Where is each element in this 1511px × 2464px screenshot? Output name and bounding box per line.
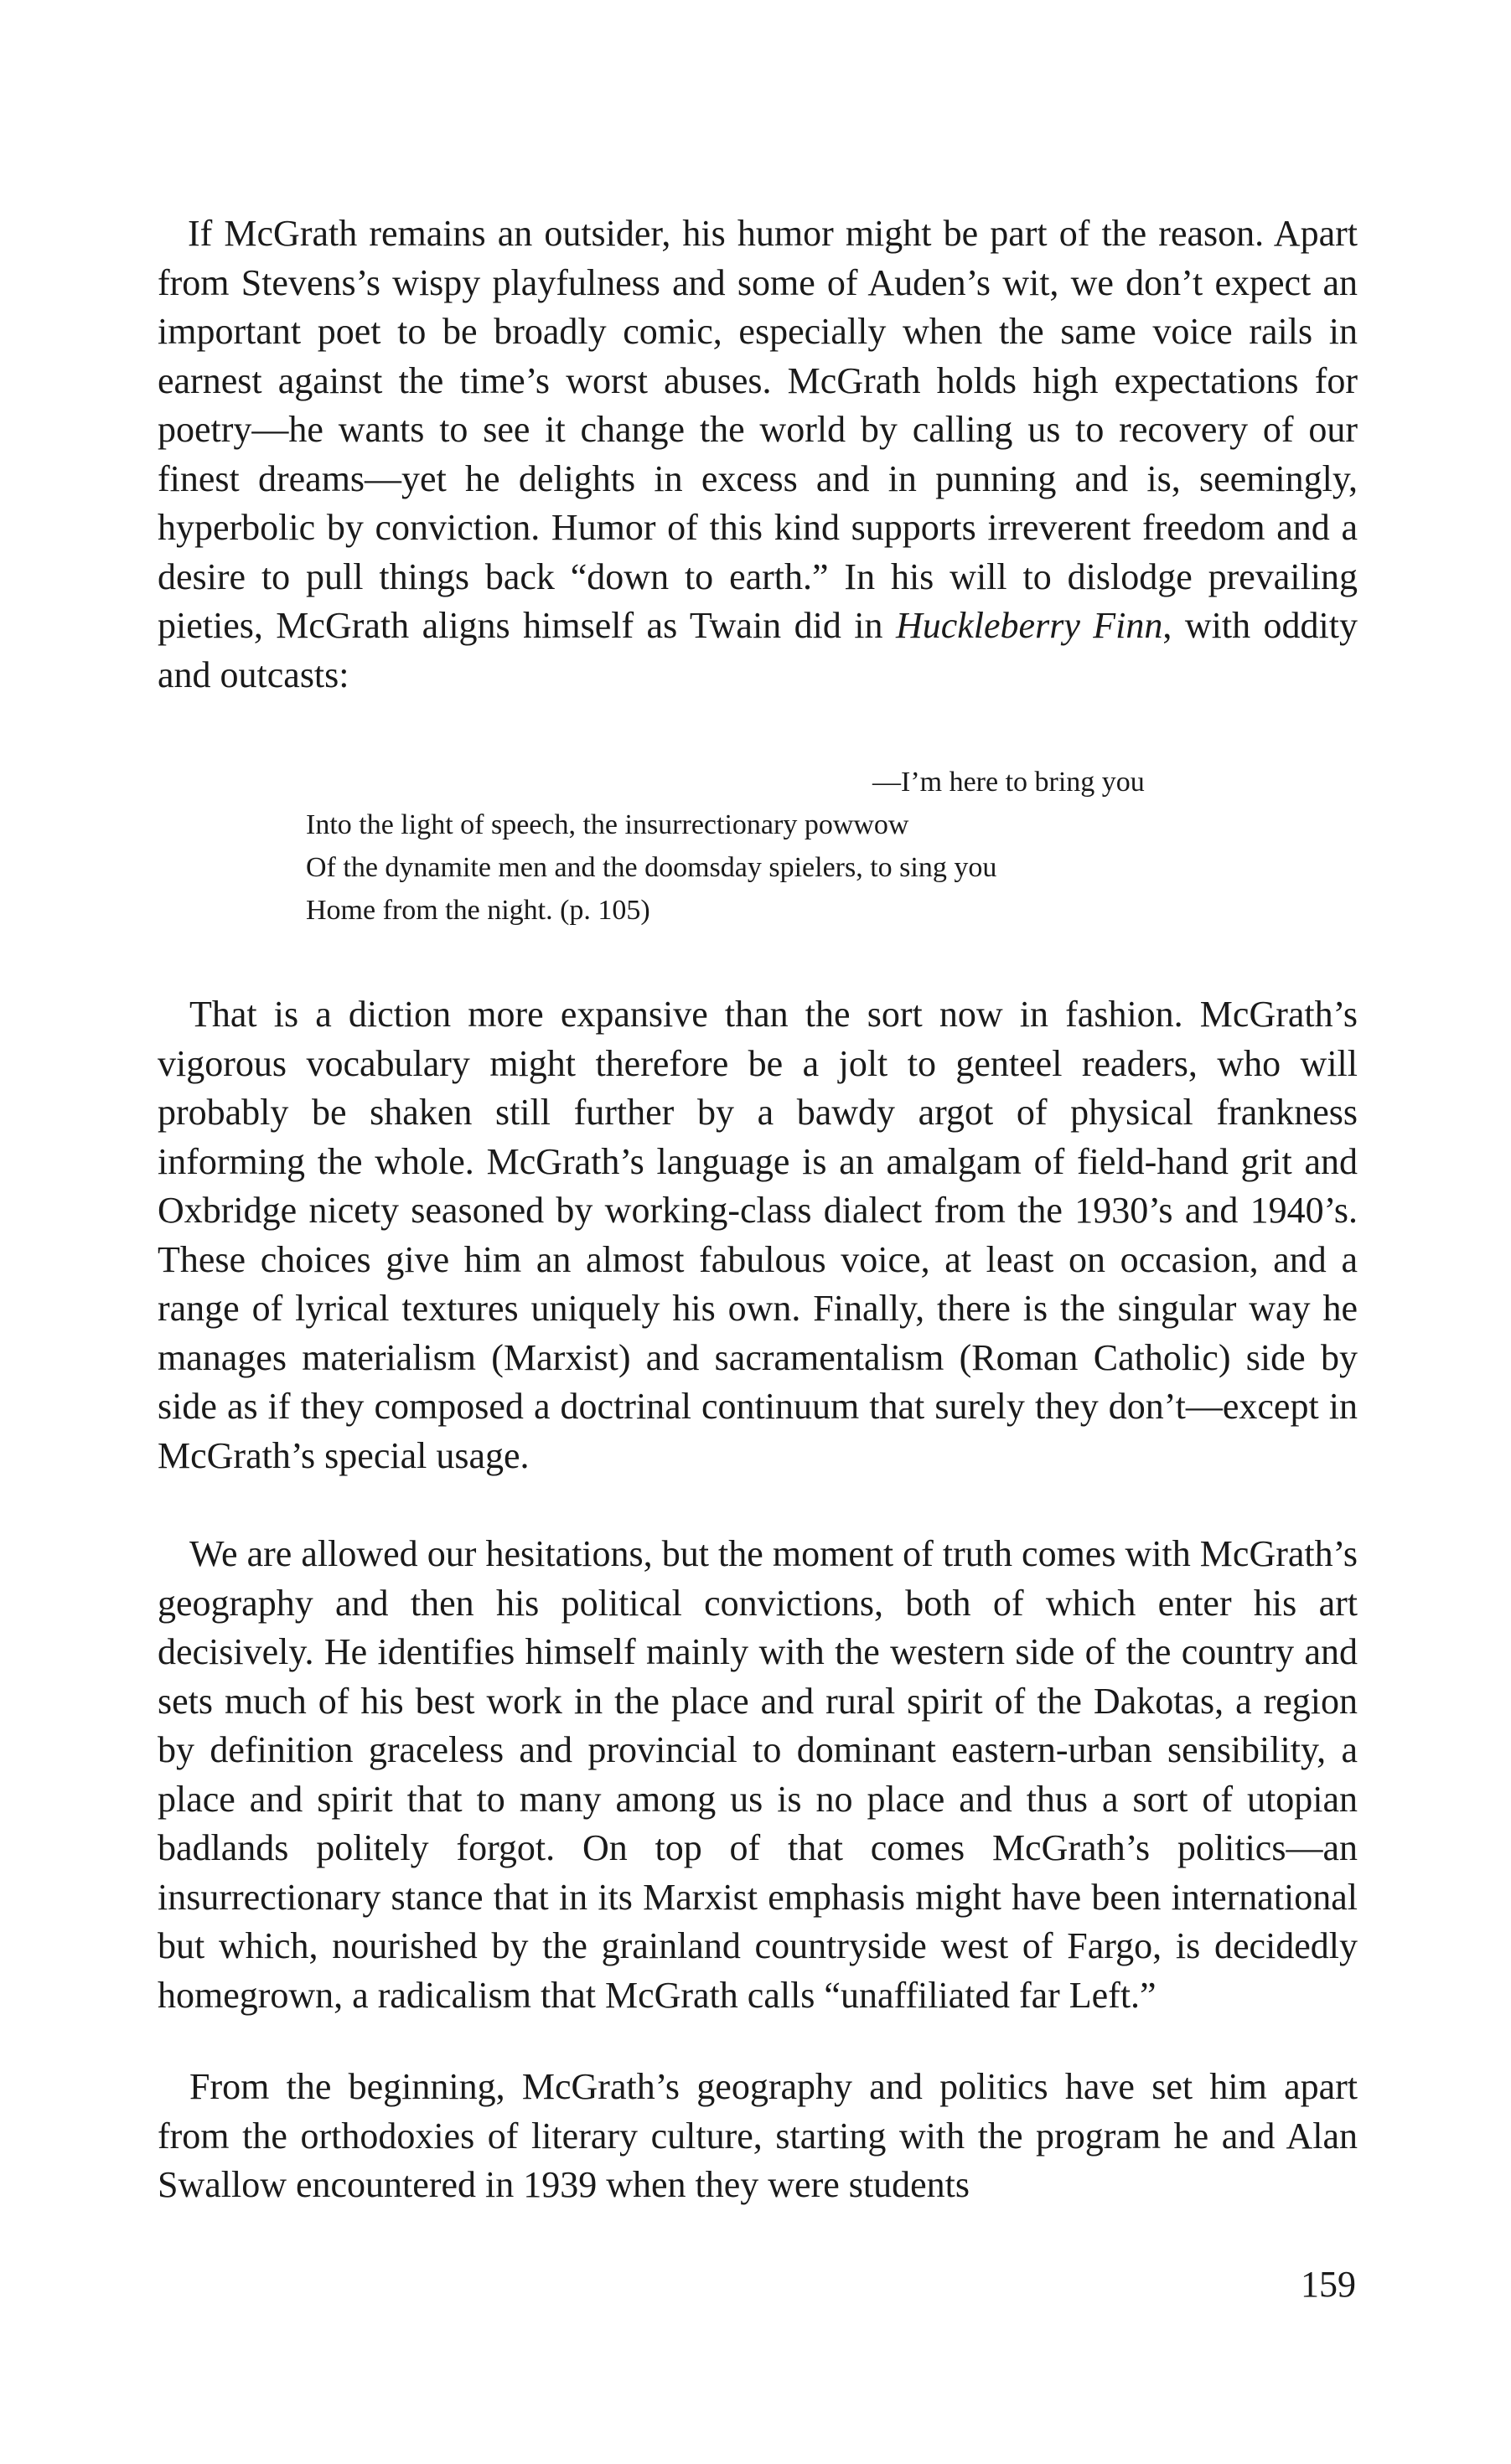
paragraph-politics-text: From the beginning, McGrath’s geography and politics have set him apart from the orthodoxies of literary culture, starting with the program he and Alan Swallow encountered in 1939 when they were students [158, 2066, 1358, 2205]
poem-line-3: Of the dynamite men and the doomsday spielers, to sing you [306, 852, 997, 883]
poem-line-1: —I’m here to bring you [872, 767, 1145, 798]
paragraph-humor [158, 209, 1358, 700]
paragraph-humor-part1: If McGrath remains an outsider, his humor might be part of the reason. Apart from Stevens’s wispy playfulness and some of Auden’s wit, we don’t expect an important poet to be broadly comic, especially when the same voice rails in earnest against the time’s worst abuses. McGrath holds high expectations for poetry—he wants to see it change the world by calling us to recovery of our finest dreams—yet he delights in excess and in punning and is, seemingly, hyperbolic by conviction. Humor of this kind supports irreverent freedom and a desire to pull things back “down to earth.” In his will to dislodge prevailing pieties, McGrath aligns himself as Twain did in [158, 213, 1358, 646]
paragraph-humor-text [158, 209, 1358, 700]
book-title-huckleberry-finn: Huckleberry Finn [895, 605, 1163, 646]
paragraph-politics [158, 2063, 1358, 2210]
poem-line-4: Home from the night. (p. 105) [306, 895, 650, 926]
paragraph-diction-text: That is a diction more expansive than the sort now in fashion. McGrath’s vigorous vocabulary might therefore be a jolt to genteel readers, who will probably be shaken still further by a bawdy argot of physical frankness informing the whole. McGrath’s language is an amalgam of field-hand grit and Oxbridge nicety seasoned by working-class dialect from the 1930’s and 1940’s. These choices give him an almost fabulous voice, at least on occasion, and a range of lyrical textures uniquely his own. Finally, there is the singular way he manages materialism (Marxist) and sacramentalism (Roman Catholic) side by side as if they composed a doctrinal continuum that surely they don’t—except in McGrath’s special usage. [158, 994, 1358, 1476]
paragraph-geography-text: We are allowed our hesitations, but the moment of truth comes with McGrath’s geography and then his political convictions, both of which enter his art decisively. He identifies himself mainly with the western side of the country and sets much of his best work in the place and rural spirit of the Dakotas, a region by definition graceless and provincial to dominant eastern-urban sensibility, a place and spirit that to many among us is no place and thus a sort of utopian badlands politely forgot. On top of that comes McGrath’s politics—an insurrectionary stance that in its Marxist emphasis might have been international but which, nourished by the grainland countryside west of Fargo, is decidedly homegrown, a radicalism that McGrath calls “unaffiliated far Left.” [158, 1533, 1358, 2016]
poem-line-2: Into the light of speech, the insurrectionary powwow [306, 809, 909, 840]
page-number: 159 [1301, 2264, 1356, 2305]
poem-quote [306, 761, 1228, 932]
paragraph-humor-part2: , with oddity and outcasts: [158, 605, 1358, 695]
paragraph-diction [158, 990, 1358, 1480]
paragraph-geography [158, 1530, 1358, 2020]
